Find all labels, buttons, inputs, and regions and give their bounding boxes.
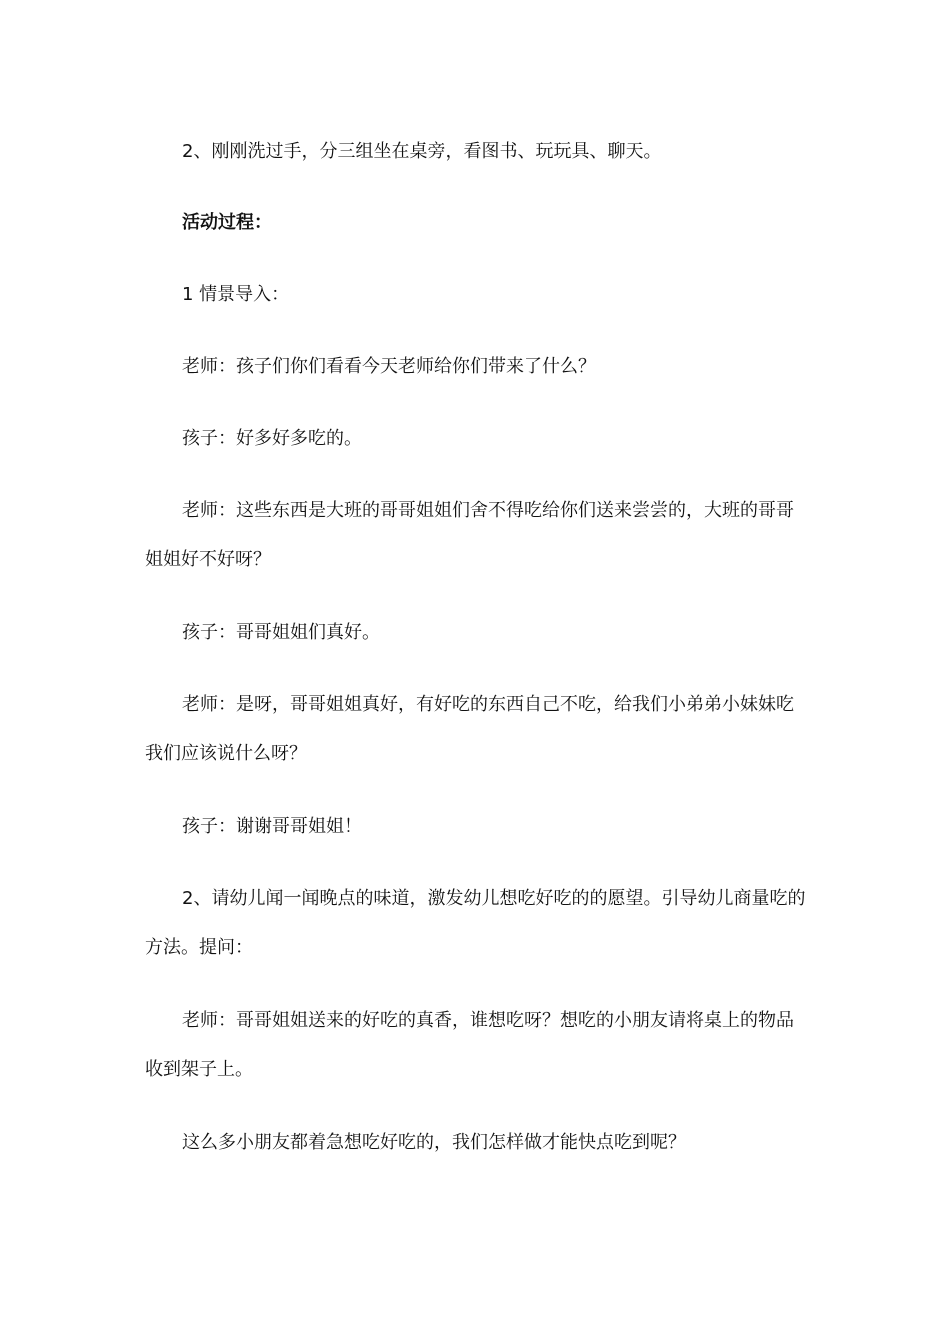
paragraph-question: 这么多小朋友都着急想吃好吃的，我们怎样做才能快点吃到呢？ [182, 1132, 686, 1153]
paragraph-step-2: 2、请幼儿闻一闻晚点的味道，激发幼儿想吃好吃的的愿望。引导幼儿商量吃的方法。提问： [145, 888, 806, 958]
paragraph-teacher-line-3: 老师：是呀，哥哥姐姐真好，有好吃的东西自己不吃，给我们小弟弟小妹妹吃我们应该说什么呀？ [145, 694, 794, 764]
section-heading-activity-process: 活动过程： [182, 212, 272, 233]
paragraph-child-line-2: 孩子：哥哥姐姐们真好。 [182, 622, 380, 643]
paragraph-child-line-1: 孩子：好多好多吃的。 [182, 428, 362, 449]
paragraph-teacher-line-4: 老师：哥哥姐姐送来的好吃的真香，谁想吃呀？想吃的小朋友请将桌上的物品收到架子上。 [145, 1010, 794, 1080]
paragraph-teacher-line-1: 老师：孩子们你们看看今天老师给你们带来了什么？ [182, 356, 596, 377]
paragraph-preparation-2: 2、刚刚洗过手，分三组坐在桌旁，看图书、玩玩具、聊天。 [182, 141, 662, 162]
paragraph-teacher-line-2: 老师：这些东西是大班的哥哥姐姐们舍不得吃给你们送来尝尝的，大班的哥哥姐姐好不好呀？ [145, 500, 794, 570]
paragraph-scenario-intro: 1 情景导入： [182, 284, 290, 305]
paragraph-child-line-3: 孩子：谢谢哥哥姐姐！ [182, 816, 362, 837]
